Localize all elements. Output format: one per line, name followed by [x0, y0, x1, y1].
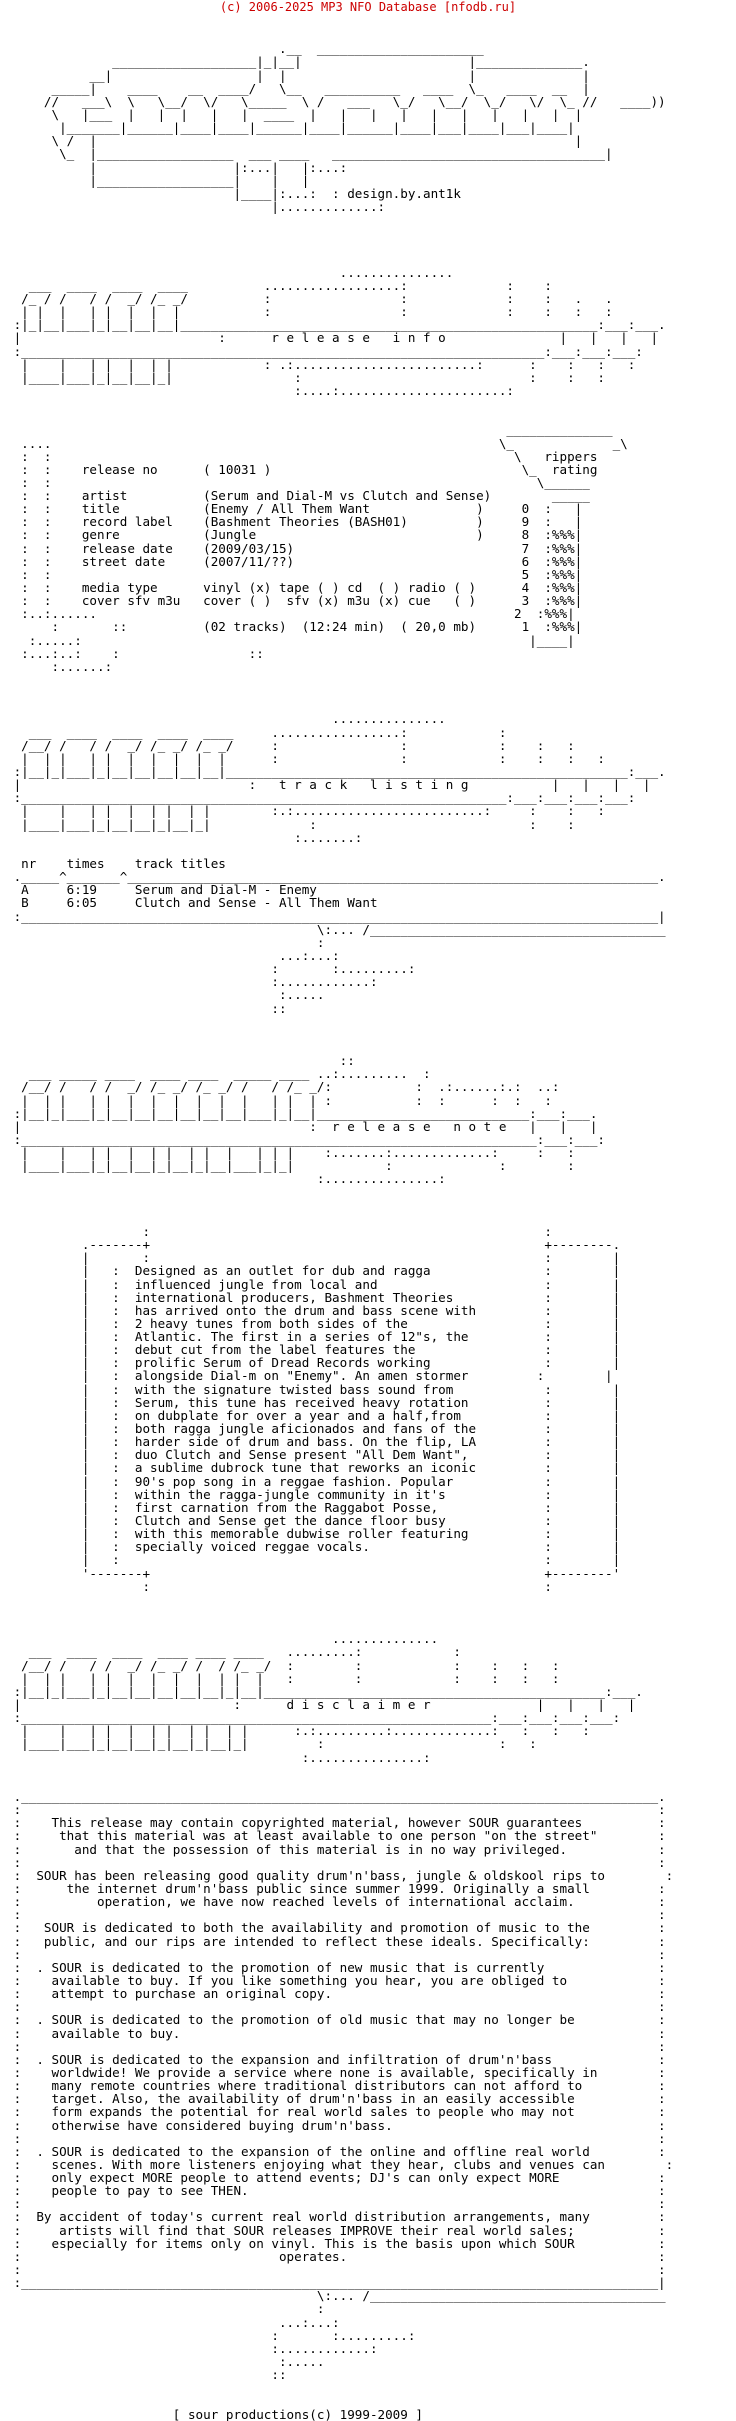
nfo-line: | : alongside Dial-m on "Enemy". An amen stormer : | [81, 1368, 613, 1384]
nfo-line: : that this material was at least available to one person "on the street" : [13, 1828, 666, 1844]
nfo-line: :________________________________________________________________:___:___:___:___: [13, 790, 636, 806]
nfo-line: | : a sublime dubrock tune that reworks an iconic : | [81, 1460, 621, 1476]
nfo-line: : SOUR is dedicated to both the availability and promotion of music to the : [13, 1920, 666, 1936]
nfo-line: : : release no ( 10031 ) \_ rating [21, 461, 598, 477]
nfo-line: : operates. : [13, 2248, 666, 2264]
nfo-line: | : has arrived onto the drum and bass scene with : | [81, 1302, 621, 1318]
nfo-line: ______________ [506, 422, 613, 438]
nfo-line: :______________________________________________________________:___:___:___:___: [13, 1710, 621, 1726]
nfo-line: [ sour productions(c) 1999-2009 ] [172, 2406, 424, 2421]
nfo-line: // ___\ \ \__/ \/ \_____ \ / ___ \_/ \__/ \_/ \/ \_ // ____)) [43, 93, 666, 109]
nfo-line: \ |___ | | | | | ____ | | | | | | | | | | [51, 106, 583, 122]
nfo-line: | : r e l e a s e n o t e | | | [13, 1118, 598, 1134]
nfo-line: : : [13, 1946, 666, 1962]
nfo-line: :..:...... 2 :%%%| [21, 606, 575, 622]
nfo-line: : target. Also, the availability of drum'n'bass in an easily accessible : [13, 2091, 666, 2107]
nfo-line: :......: [51, 658, 113, 674]
nfo-line: : : [13, 1854, 666, 1870]
nfo-line: : [316, 934, 325, 950]
nfo-line: | | | | | | | | | | | | : : : : : : [21, 1670, 560, 1686]
nfo-line: | | | | | | | | | | : : : : : : [21, 750, 605, 766]
nfo-line: \:... /_______________________________________ [316, 2288, 666, 2304]
nfo-line: |_______|______|____|____|______|____|______|____|___|____|___|____| [59, 120, 575, 136]
nfo-line: :____________________________________________________________________:___:___: [13, 1131, 605, 1147]
nfo-line: | : 2 heavy tunes from both sides of the : | [81, 1315, 621, 1331]
nfo-line: | : 90's pop song in a reggae fashion. Popular : | [81, 1473, 621, 1489]
nfo-line: : otherwise have considered buying drum'n'bass. : [13, 2117, 666, 2133]
nfo-line: | : duo Clutch and Sense present "All Dem Want", : | [81, 1447, 621, 1463]
nfo-line: /__/ / / / _/ /_ _/ / / /_ _/ : : : : : : [21, 1657, 560, 1673]
nfo-line: | | | | | | | | | | | :.:.........:.............: : : : [21, 1723, 590, 1739]
nfo-line: : : [142, 1223, 552, 1239]
nfo-line: | : with this memorable dubwise roller featuring : | [81, 1526, 621, 1542]
nfo-line: : This release may contain copyrighted material, however SOUR guarantees : [13, 1815, 666, 1831]
nfo-line: |.............: [271, 198, 386, 214]
nfo-line: : By accident of today's current real world distribution arrangements, many : [13, 2209, 666, 2225]
nfo-line: : :: (02 tracks) (12:24 min) ( 20,0 mb) 1 :%%%| [51, 619, 583, 635]
nfo-line: : . SOUR is dedicated to the expansion of the online and offline real world : [13, 2143, 666, 2159]
nfo-line: | |:...| |:...: [89, 159, 348, 175]
nfo-line: .____________________________________________________________________________________. [13, 1788, 666, 1804]
nfo-line: : : \______ [21, 474, 590, 490]
nfo-line: :...............: [316, 1171, 446, 1187]
nfo-line: ___ ____ ____ ____ ..................: : : [28, 277, 552, 293]
nfo-line: | : influenced jungle from local and : | [81, 1276, 621, 1292]
nfo-line: |__________________| | | [89, 172, 310, 188]
nfo-line: | : specially voiced reggae vocals. : | [81, 1539, 621, 1555]
nfo-line: | : first carnation from the Raggabot Posse, : | [81, 1499, 621, 1515]
nfo-line: : . SOUR is dedicated to the promotion of old music that may no longer be : [13, 2012, 666, 2028]
nfo-line: .-------+ +--------. [81, 1237, 621, 1253]
nfo-line: | : t r a c k l i s t i n g | | | | [13, 777, 651, 793]
nfo-line: : : [13, 2130, 666, 2146]
nfo-line: : : release date (2009/03/15) 7 :%%%| [21, 540, 583, 556]
nfo-line: :_____________________________________________________________________:___:___:___: [13, 343, 643, 359]
nfo-line: | : debut cut from the label features the : | [81, 1342, 621, 1358]
nfo-line: : : media type vinyl (x) tape ( ) cd ( ) radio ( ) 4 :%%%| [21, 580, 583, 596]
nfo-line: ............... [332, 711, 446, 727]
nfo-line: : people to pay to see THEN. : [13, 2183, 666, 2199]
nfo-line: : especially for items only on vinyl. This is the basis upon which SOUR : [13, 2235, 666, 2251]
nfo-line: : and that the possession of this material is in no way privileged. : [13, 1841, 666, 1857]
nfo-line: '-------+ +--------' [81, 1565, 621, 1581]
nfo-line: | : r e l e a s e i n f o | | | | [13, 330, 659, 346]
nfo-line: ___ ____ ____ ____ ____ ____ .........: : [28, 1644, 461, 1660]
nfo-line: : : [13, 1802, 666, 1818]
nfo-line: | | | | | | | | : : : : : : [21, 304, 613, 320]
nfo-line: : only expect MORE people to attend events; DJ's can only expect MORE : [13, 2170, 666, 2186]
nfo-line: | : international producers, Bashment Theories : | [81, 1289, 621, 1305]
nfo-line: : [316, 2301, 325, 2317]
nfo-line: /_ / / / / _/ /_ _/ : : : : . . [21, 290, 613, 306]
nfo-line: : attempt to purchase an original copy. : [13, 1986, 666, 2002]
nfo-line: : available to buy. If you like something you hear, you are obliged to : [13, 1972, 666, 1988]
nfo-line: ._____^_______^______________________________________________________________________. [13, 869, 666, 885]
nfo-line: : form expands the potential for real world sales to people who may not : [13, 2104, 666, 2120]
nfo-line: |____|:...: : design.by.ant1k [233, 185, 461, 201]
nfo-line: .__ ______________________ [278, 41, 484, 57]
nfo-line: | : on dubplate for over a year and a half,from : | [81, 1407, 621, 1423]
nfo-line: : : cover sfv m3u cover ( ) sfv (x) m3u (x) cue ( ) 3 :%%%| [21, 593, 583, 609]
nfo-line: : the internet drum'n'bass public since summer 1999. Originally a small : [13, 1880, 666, 1896]
nfo-line: | : harder side of drum and bass. On the flip, LA : | [81, 1434, 621, 1450]
nfo-line: : : \ rippers [21, 448, 598, 464]
nfo-line: B 6:05 Clutch and Sense - All Them Want [21, 895, 378, 911]
nfo-line: \ / | | [51, 133, 583, 149]
nfo-line: : : [13, 2196, 666, 2212]
nfo-line: | : within the ragga-jungle community in it's : | [81, 1486, 621, 1502]
nfo-line: : SOUR has been releasing good quality drum'n'bass, jungle & oldskool rips to : [13, 1867, 674, 1883]
nfo-line: : : [142, 1578, 552, 1594]
nfo-line: | : prolific Serum of Dread Records working : | [81, 1355, 621, 1371]
nfo-line: :....:......................: [294, 382, 514, 398]
nfo-line: | : Designed as an outlet for dub and ragga : | [81, 1263, 621, 1279]
nfo-line: |____|___|_|__|__|_|__|_| : : : [21, 816, 575, 832]
nfo-line: | | | | | | | | | | | | | :.......:.............: : : [21, 1145, 575, 1161]
nfo-line: : artists will find that SOUR releases IMPROVE their real world sales; : [13, 2222, 666, 2238]
nfo-line: ............... [339, 264, 454, 280]
nfo-line: : :.........: [271, 2327, 416, 2343]
nfo-line: :...:..: : :: [21, 645, 264, 661]
nfo-line: ___ ____ ____ ____ ____ .................: : [28, 724, 507, 740]
nfo-line: :.....: |____| [28, 632, 575, 648]
nfo-line: | : Atlantic. The first in a series of 12"s, the : | [81, 1329, 621, 1345]
nfo-ascii-text [6, 16, 730, 2421]
nfo-line: : : street date (2007/11/??) 6 :%%%| [21, 553, 583, 569]
nfo-line: : . SOUR is dedicated to the promotion of new music that is currently : [13, 1959, 666, 1975]
nfo-line: | | | | | | | | | | | | | | : : : : : : [21, 1092, 552, 1108]
copyright-header: (c) 2006-2025 MP3 NFO Database [nfodb.ru] [219, 0, 517, 14]
nfo-line: /__/ / / / _/ /_ _/ /_ _/ / / /_ _/: : .:......:.: ..: [21, 1079, 560, 1095]
nfo-line: ___________________|_|__| |______________. [112, 54, 590, 70]
nfo-line: A 6:19 Serum and Dial-M - Enemy [21, 882, 317, 898]
nfo-line: ___ _____ ____ ____ ____ _____ ____ ..:......... : [28, 1066, 431, 1082]
nfo-line: :: [339, 1053, 355, 1069]
nfo-line: | : d i s c l a i m e r | | | | [13, 1697, 636, 1712]
nfo-line: :............: [271, 974, 378, 990]
nfo-line: : : [13, 1999, 666, 2015]
nfo-line: :............: [271, 2340, 378, 2356]
nfo-line: :|__|_|___|_|__|__|__|__|__|__|___|_|__|____________________________:___:___. [13, 1105, 598, 1121]
nfo-line: : : 5 :%%%| [21, 566, 583, 582]
nfo-line: : : [13, 2038, 666, 2054]
nfo-line: |____|___|_|__|__|_|__|_|__|_| : : : [21, 1736, 537, 1752]
nfo-line: : operation, we have now reached levels of international acclaim. : [13, 1894, 666, 1910]
nfo-line: : : record label (Bashment Theories (BASH01) ) 9 : | [21, 514, 583, 530]
nfo-line: ...:...: [278, 2314, 340, 2330]
nfo-line: :|_|__|___|_|__|__|__|_______________________________________________________:___:___. [13, 317, 666, 333]
nfo-line: : available to buy. : [13, 2025, 666, 2041]
nfo-line: __| | | | | [89, 67, 590, 83]
nfo-line: _____| ____ __ ____/ \__ __________ ____ \_ ____ __ | [51, 80, 590, 96]
nfo-line: : : artist (Serum and Dial-M vs Clutch and Sense) _____ [21, 488, 590, 504]
nfo-line: :: [271, 2367, 287, 2383]
nfo-line: : scenes. With more listeners enjoying what they hear, clubs and venues can : [13, 2156, 674, 2172]
nfo-line: .............. [332, 1631, 439, 1647]
nfo-line: : many remote countries where traditional distributors can not afford to : [13, 2078, 666, 2094]
nfo-line: ...:...: [278, 947, 340, 963]
nfo-line: :: [271, 1000, 287, 1016]
nfo-line: : : [13, 2262, 666, 2278]
nfo-line: | : with the signature twisted bass sound from : | [81, 1381, 621, 1397]
nfo-line: | : both ragga jungle aficionados and fans of the : | [81, 1421, 621, 1437]
nfo-line: | : Clutch and Sense get the dance floor busy : | [81, 1513, 621, 1529]
nfo-line: : worldwide! We provide a service where none is available, specifically in : [13, 2064, 666, 2080]
nfo-line: |____|___|_|__|__|_|__|_|__|___|_|_| : : : [21, 1158, 575, 1174]
nfo-line: : : title (Enemy / All Them Want ) 0 : | [21, 501, 583, 517]
nfo-line: :|__|_|___|_|__|__|__|__|__|_____________________________________________________:___. [13, 764, 666, 780]
nfo-line: : public, and our rips are intended to reflect these ideals. Specifically: : [13, 1933, 666, 1949]
nfo-line: | | | | | | | : .:........................: : : : : [21, 356, 636, 372]
nfo-line: | | | | | | | | | :.:.........................: : : : [21, 803, 605, 819]
nfo-line: : : genre (Jungle ) 8 :%%%| [21, 527, 583, 543]
nfo-line: :____________________________________________________________________________________| [13, 2275, 666, 2291]
nfo-line: | : : | [81, 1250, 621, 1266]
nfo-line: :____________________________________________________________________________________| [13, 908, 666, 924]
nfo-line: :..... [278, 987, 325, 1003]
nfo-line: :.......: [294, 829, 363, 845]
nfo-line: : :.........: [271, 961, 416, 977]
nfo-line: | : Serum, this tune has received heavy rotation : | [81, 1394, 621, 1410]
nfo-line: :..... [278, 2354, 325, 2370]
nfo-line: |____|___|_|__|__|_| : : : : [21, 369, 605, 385]
nfo-line: | : : | [81, 1552, 621, 1568]
nfo-line: : . SOUR is dedicated to the expansion and infiltration of drum'n'bass : [13, 2051, 666, 2067]
nfo-line: \:... /_______________________________________ [316, 921, 666, 937]
nfo-line: :...............: [301, 1749, 431, 1765]
nfo-line: .... \_ _\ [21, 435, 628, 451]
nfo-line: \_ |__________________ ___ ____ ____________________________________| [59, 146, 613, 162]
nfo-line: :|__|_|___|_|__|__|__|__|__|_|__|_____________________________________________:___. [13, 1683, 643, 1699]
nfo-line: /__/ / / / _/ /_ _/ /_ _/ : : : : : [21, 737, 575, 753]
nfo-line: nr times track titles [21, 856, 226, 871]
nfo-line: : : [13, 1907, 666, 1923]
